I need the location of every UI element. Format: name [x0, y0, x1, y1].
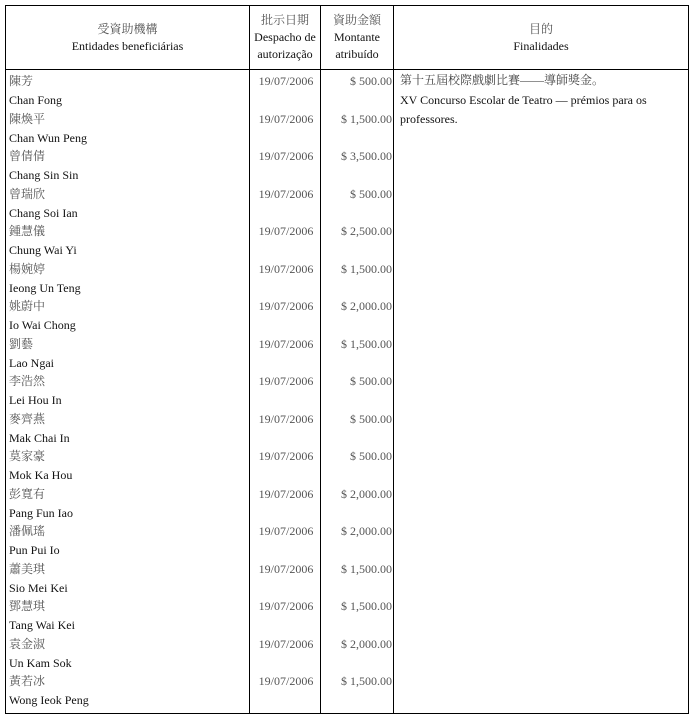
name-pt: Lao Ngai [9, 355, 54, 370]
beneficiaries-table [5, 5, 689, 714]
name-zh: 姚蔚中 [9, 299, 46, 313]
name-pt: Tang Wai Kei [9, 618, 75, 632]
header-date-pt-2: autorização [257, 47, 313, 61]
name-zh: 陳煥平 [9, 111, 46, 126]
name-pt: Mak Chai In [9, 430, 70, 445]
table-row [6, 335, 688, 372]
authorization-date: 19/07/2006 [258, 449, 314, 463]
name-zh: 蕭美琪 [9, 561, 46, 576]
authorization-date: 19/07/2006 [258, 186, 314, 201]
header-amount-pt-2: atribuído [335, 47, 379, 61]
purpose-pt-line1: XV Concurso Escolar de Teatro — prémios para os [400, 92, 647, 107]
name-pt: Pang Fun Iao [9, 505, 73, 520]
header-entity-pt: Entidades beneficiárias [71, 38, 184, 53]
name-pt: Ieong Un Teng [9, 280, 81, 295]
authorization-date: 19/07/2006 [258, 149, 314, 163]
authorization-date: 19/07/2006 [258, 561, 314, 576]
name-pt: Un Kam Sok [9, 655, 72, 670]
header-purpose [394, 6, 688, 69]
name-pt: Io Wai Chong [9, 318, 76, 332]
authorization-date: 19/07/2006 [258, 299, 314, 313]
amount: $ 2,500.00 [341, 224, 392, 238]
header-amount-pt-1: Montante [334, 30, 380, 44]
table-row [6, 297, 688, 334]
amount: $ 1,500.00 [341, 561, 392, 576]
amount: $ 500.00 [350, 411, 392, 426]
amount: $ 500.00 [350, 374, 392, 388]
table-row [6, 672, 688, 709]
amount: $ 1,500.00 [341, 599, 392, 613]
authorization-date: 19/07/2006 [258, 636, 314, 651]
purpose-zh: 第十五屆校際戲劇比賽——導師獎金。 [400, 73, 605, 87]
amount: $ 1,500.00 [341, 674, 392, 688]
header-purpose-pt: Finalidades [513, 38, 569, 53]
name-pt: Chang Sin Sin [9, 168, 79, 182]
name-zh: 鍾慧儀 [9, 224, 46, 238]
amount: $ 1,500.00 [341, 111, 392, 126]
header-entity-zh: 受資助機構 [97, 21, 158, 36]
table-row [6, 635, 688, 672]
name-pt: Mok Ka Hou [9, 468, 73, 482]
amount: $ 2,000.00 [341, 486, 392, 501]
name-zh: 曾倩倩 [9, 149, 46, 163]
amount: $ 500.00 [350, 449, 392, 463]
amount: $ 500.00 [350, 186, 392, 201]
header-divider [6, 69, 688, 70]
name-pt: Chan Wun Peng [9, 130, 87, 145]
amount: $ 2,000.00 [341, 299, 392, 313]
amount: $ 500.00 [350, 74, 392, 88]
table-row [6, 260, 688, 297]
authorization-date: 19/07/2006 [258, 524, 314, 538]
amount: $ 2,000.00 [341, 636, 392, 651]
authorization-date: 19/07/2006 [258, 486, 314, 501]
name-zh: 劉藝 [9, 336, 34, 351]
header-date [250, 6, 320, 69]
header-purpose-zh: 目的 [528, 21, 553, 36]
header-date-zh: 批示日期 [260, 13, 309, 27]
table-row [6, 147, 688, 184]
table-row [6, 410, 688, 447]
table-row [6, 560, 688, 597]
amount: $ 1,500.00 [341, 261, 392, 276]
amount: $ 1,500.00 [341, 336, 392, 351]
name-pt: Chang Soi Ian [9, 205, 78, 220]
authorization-date: 19/07/2006 [258, 224, 314, 238]
table-row [6, 72, 688, 109]
name-zh: 彭寬有 [9, 486, 46, 501]
table-row [6, 597, 688, 634]
amount: $ 3,500.00 [341, 149, 392, 163]
name-zh: 李浩然 [9, 374, 46, 388]
name-zh: 黃若冰 [9, 674, 46, 688]
authorization-date: 19/07/2006 [258, 599, 314, 613]
name-zh: 莫家豪 [9, 449, 46, 463]
name-zh: 陳芳 [9, 74, 34, 88]
table-row [6, 110, 688, 147]
authorization-date: 19/07/2006 [258, 674, 314, 688]
authorization-date: 19/07/2006 [258, 111, 314, 126]
table-row [6, 222, 688, 259]
authorization-date: 19/07/2006 [258, 374, 314, 388]
name-pt: Wong Ieok Peng [9, 693, 89, 707]
name-zh: 曾瑞欣 [9, 186, 46, 201]
authorization-date: 19/07/2006 [258, 336, 314, 351]
name-pt: Chung Wai Yi [9, 243, 77, 257]
authorization-date: 19/07/2006 [258, 261, 314, 276]
name-pt: Pun Pui Io [9, 543, 60, 557]
table-row [6, 185, 688, 222]
table-row [6, 522, 688, 559]
name-zh: 潘佩瑤 [9, 524, 46, 538]
name-zh: 麥齊燕 [9, 411, 46, 426]
authorization-date: 19/07/2006 [258, 74, 314, 88]
table-row [6, 447, 688, 484]
name-pt: Lei Hou In [9, 393, 62, 407]
purpose-pt-line2: professores. [400, 112, 458, 126]
name-pt: Sio Mei Kei [9, 580, 68, 595]
name-zh: 鄧慧琪 [9, 599, 46, 613]
table-row [6, 485, 688, 522]
amount: $ 2,000.00 [341, 524, 392, 538]
header-date-pt-1: Despacho de [254, 30, 316, 44]
header-amount [321, 6, 393, 69]
name-zh: 楊婉婷 [9, 261, 46, 276]
header-entity [6, 6, 249, 69]
table-row [6, 372, 688, 409]
name-pt: Chan Fong [9, 93, 63, 107]
name-zh: 袁金淑 [9, 636, 46, 651]
header-amount-zh: 資助金額 [332, 13, 381, 27]
authorization-date: 19/07/2006 [258, 411, 314, 426]
